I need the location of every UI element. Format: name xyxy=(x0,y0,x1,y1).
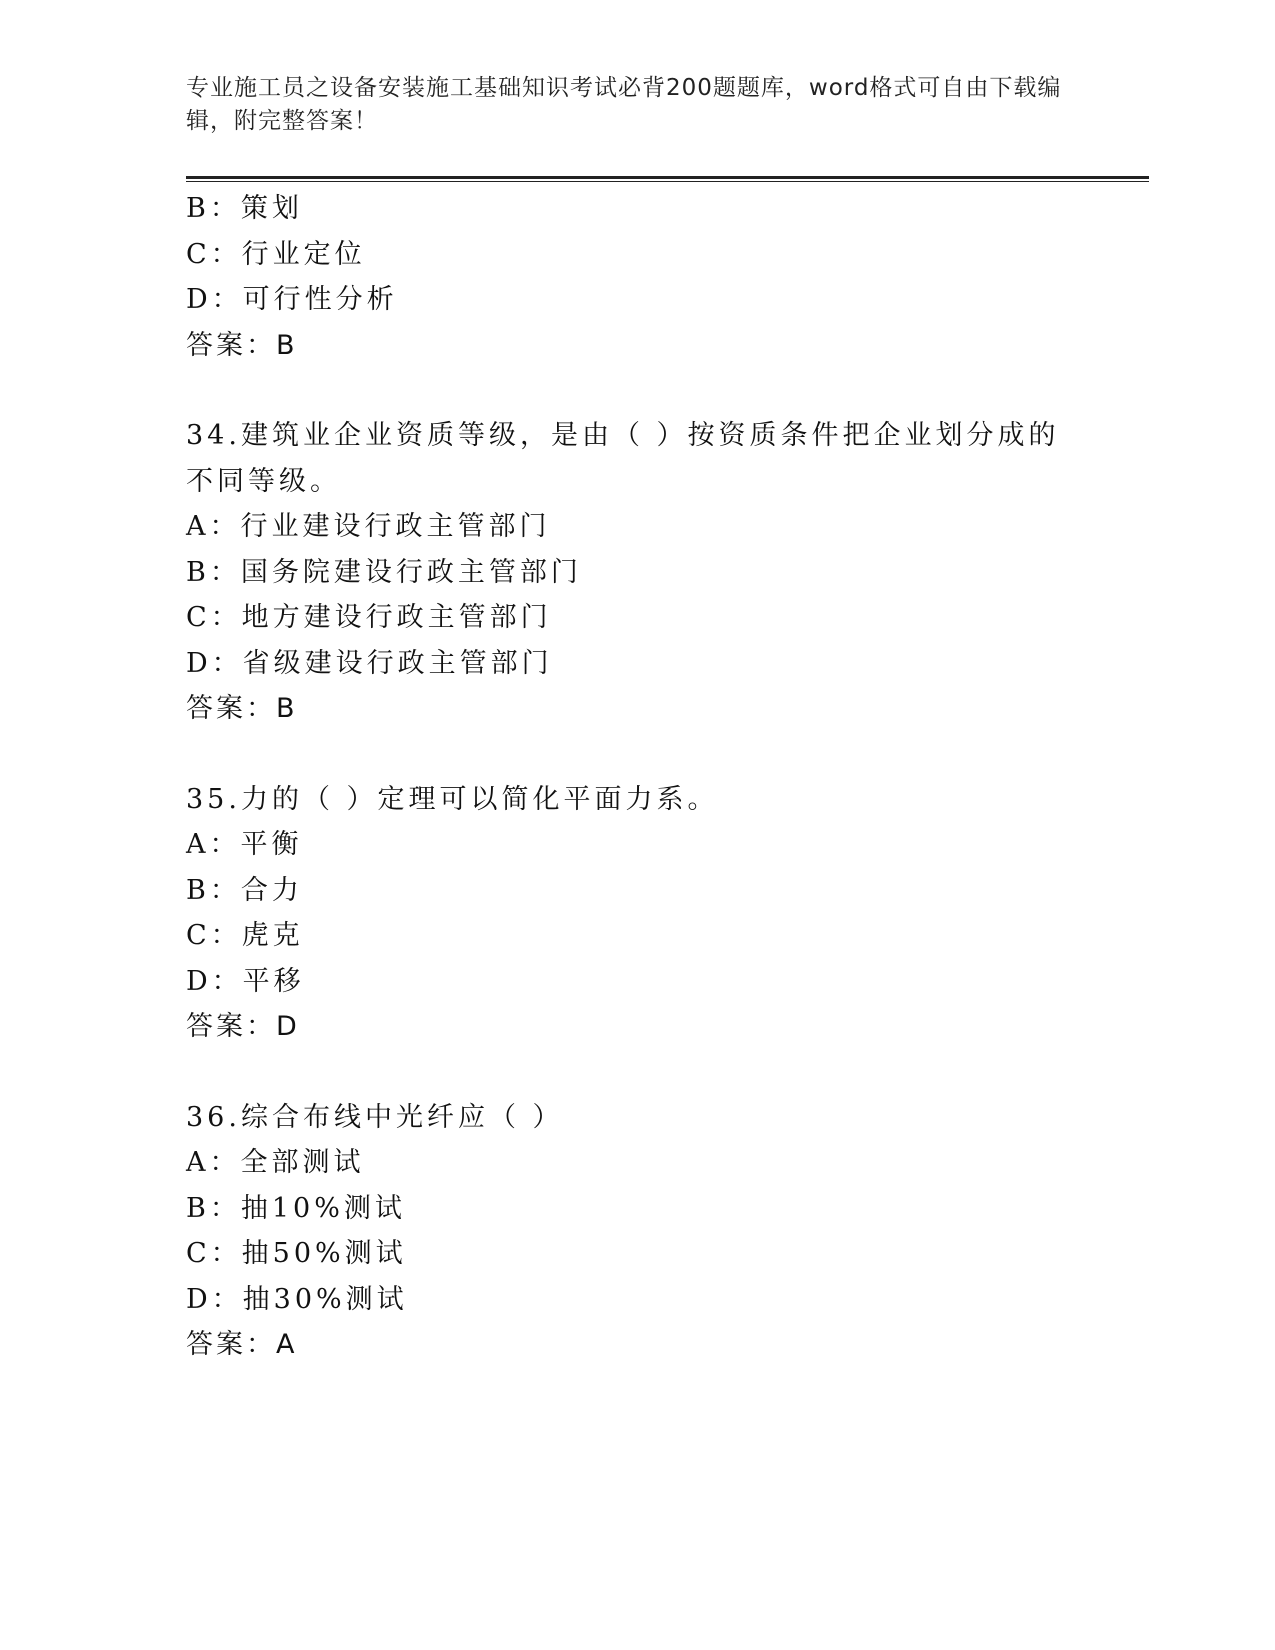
option-item: D：抽30%测试 xyxy=(186,1283,408,1315)
option-item: C：行业定位 xyxy=(186,238,366,270)
answer-text: 答案：D xyxy=(186,1011,300,1042)
question-block-36 xyxy=(186,1095,1066,1368)
question-stem: 34.建筑业企业资质等级，是由（ ）按资质条件把企业划分成的不同等级。 xyxy=(186,420,1060,497)
option-item: D：可行性分析 xyxy=(186,284,398,315)
option-item: A：行业建设行政主管部门 xyxy=(186,511,551,542)
question-stem: 36.综合布线中光纤应（ ） xyxy=(186,1101,564,1133)
option-item: D：平移 xyxy=(186,965,305,997)
answer-text: 答案：A xyxy=(186,1329,298,1360)
header-rule-thin xyxy=(186,181,1149,182)
option-item: C：抽50%测试 xyxy=(186,1238,407,1269)
question-list xyxy=(186,186,1066,1368)
header-rule-thick xyxy=(186,176,1149,179)
question-block-35 xyxy=(186,777,1066,1050)
question-stem: 35.力的（ ）定理可以简化平面力系。 xyxy=(186,783,719,815)
spacer xyxy=(186,1050,1066,1095)
question-block-continued xyxy=(186,186,1066,368)
option-item: D：省级建设行政主管部门 xyxy=(186,647,553,679)
question-block-34 xyxy=(186,413,1066,732)
option-item: B：国务院建设行政主管部门 xyxy=(186,556,582,588)
option-item: B：抽10%测试 xyxy=(186,1192,406,1224)
spacer xyxy=(186,732,1066,777)
option-item: A：平衡 xyxy=(186,829,303,860)
option-item: A：全部测试 xyxy=(186,1147,365,1178)
answer-text: 答案：B xyxy=(186,329,298,361)
answer-text: 答案：B xyxy=(186,693,298,724)
option-item: C：虎克 xyxy=(186,920,304,951)
option-item: C：地方建设行政主管部门 xyxy=(186,602,552,633)
option-item: B：合力 xyxy=(186,874,303,906)
option-item: B：策划 xyxy=(186,193,303,224)
document-header-title: 专业施工员之设备安装施工基础知识考试必背200题题库，word格式可自由下载编辑，附完整答案！ xyxy=(186,75,1062,134)
spacer xyxy=(186,368,1066,413)
